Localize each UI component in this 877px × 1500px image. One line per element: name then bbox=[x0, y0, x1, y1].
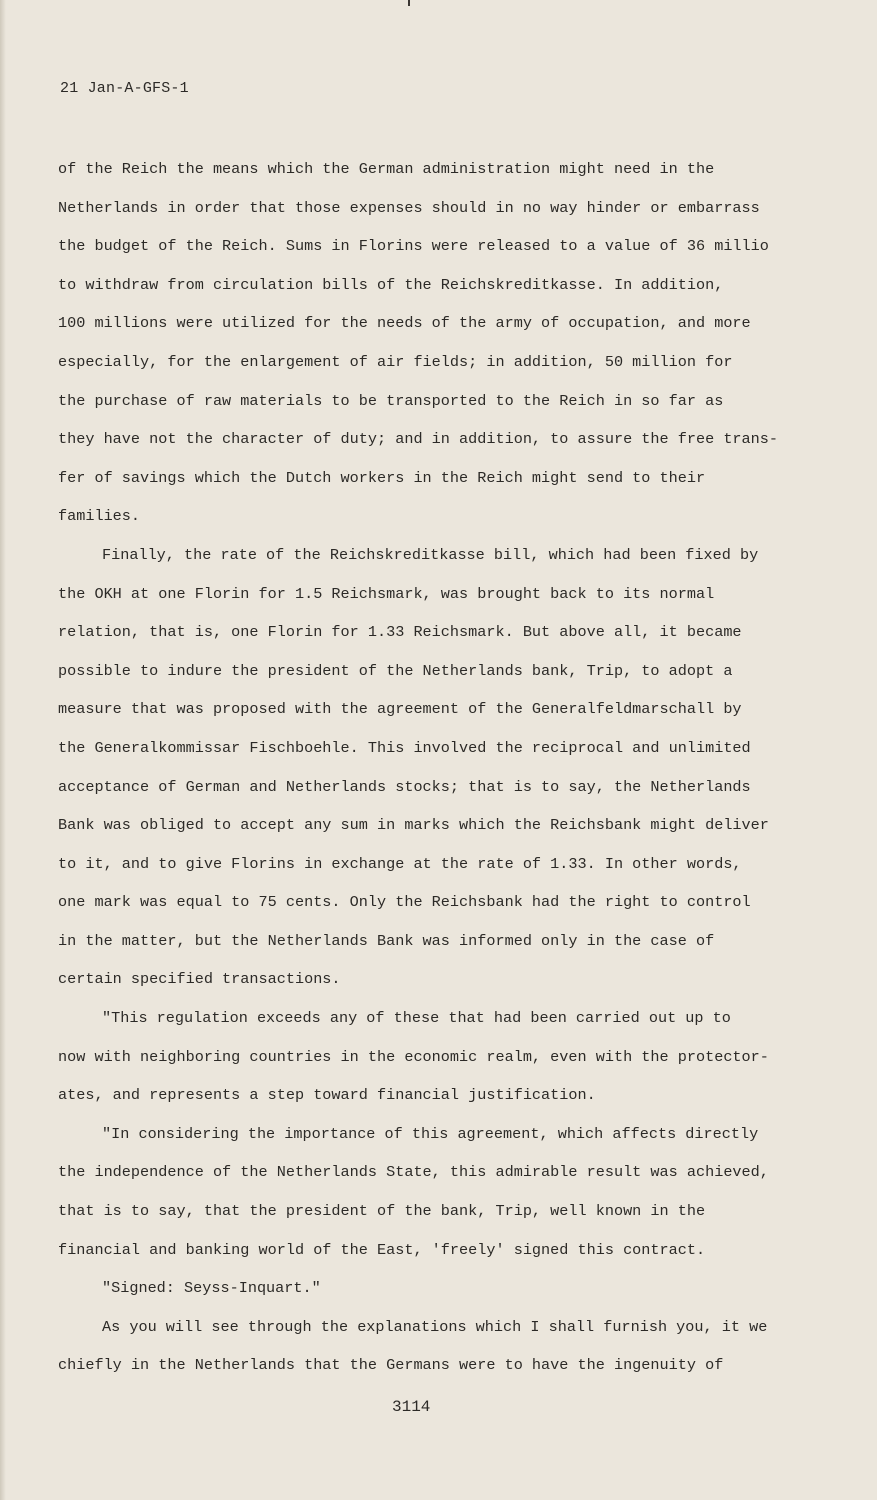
page-number: 3114 bbox=[392, 1398, 431, 1416]
text-line: chiefly in the Netherlands that the Germans were to have the ingenuity of bbox=[58, 1356, 724, 1375]
text-line: relation, that is, one Florin for 1.33 Reichsmark. But above all, it became bbox=[58, 623, 742, 642]
text-line: Bank was obliged to accept any sum in marks which the Reichsbank might deliver bbox=[58, 816, 769, 835]
text-line: the budget of the Reich. Sums in Florins were released to a value of 36 millio bbox=[58, 237, 769, 256]
text-line: to it, and to give Florins in exchange at the rate of 1.33. In other words, bbox=[58, 854, 742, 873]
document-header: 21 Jan-A-GFS-1 bbox=[60, 80, 189, 97]
text-line: possible to indure the president of the Netherlands bank, Trip, to adopt a bbox=[58, 661, 733, 680]
text-line: especially, for the enlargement of air fields; in addition, 50 million for bbox=[58, 352, 733, 371]
text-line: the OKH at one Florin for 1.5 Reichsmark, was brought back to its normal bbox=[58, 584, 715, 603]
paragraph-start-line: As you will see through the explanations which I shall furnish you, it we bbox=[102, 1317, 768, 1336]
text-line: in the matter, but the Netherlands Bank was informed only in the case of bbox=[58, 931, 715, 950]
text-line: certain specified transactions. bbox=[58, 970, 341, 989]
document-body bbox=[58, 150, 818, 1385]
text-line: ates, and represents a step toward financial justification. bbox=[58, 1086, 596, 1105]
text-line: to withdraw from circulation bills of the Reichskreditkasse. In addition, bbox=[58, 275, 724, 294]
text-line: they have not the character of duty; and in addition, to assure the free trans- bbox=[58, 430, 779, 449]
paragraph-start-line: "This regulation exceeds any of these that had been carried out up to bbox=[102, 1009, 731, 1028]
signature-line: "Signed: Seyss-Inquart." bbox=[102, 1279, 321, 1298]
text-line: Netherlands in order that those expenses should in no way hinder or embarrass bbox=[58, 198, 760, 217]
text-line: families. bbox=[58, 507, 141, 526]
top-edge-mark bbox=[408, 0, 410, 6]
text-line: one mark was equal to 75 cents. Only the Reichsbank had the right to control bbox=[58, 893, 751, 912]
text-line: fer of savings which the Dutch workers in the Reich might send to their bbox=[58, 468, 706, 487]
text-line: measure that was proposed with the agreement of the Generalfeldmarschall by bbox=[58, 700, 742, 719]
paragraph-start-line: "In considering the importance of this agreement, which affects directly bbox=[102, 1124, 759, 1143]
text-line: 100 millions were utilized for the needs of the army of occupation, and more bbox=[58, 314, 751, 333]
text-line: acceptance of German and Netherlands stocks; that is to say, the Netherlands bbox=[58, 777, 751, 796]
text-line: now with neighboring countries in the economic realm, even with the protector- bbox=[58, 1047, 769, 1066]
text-line: the Generalkommissar Fischboehle. This involved the reciprocal and unlimited bbox=[58, 738, 751, 757]
text-line: that is to say, that the president of the bank, Trip, well known in the bbox=[58, 1202, 706, 1221]
paragraph-start-line: Finally, the rate of the Reichskreditkasse bill, which had been fixed by bbox=[102, 545, 759, 564]
text-line: the independence of the Netherlands State, this admirable result was achieved, bbox=[58, 1163, 769, 1182]
text-line: the purchase of raw materials to be transported to the Reich in so far as bbox=[58, 391, 724, 410]
text-line: financial and banking world of the East, 'freely' signed this contract. bbox=[58, 1240, 706, 1259]
text-line: of the Reich the means which the German administration might need in the bbox=[58, 160, 715, 178]
